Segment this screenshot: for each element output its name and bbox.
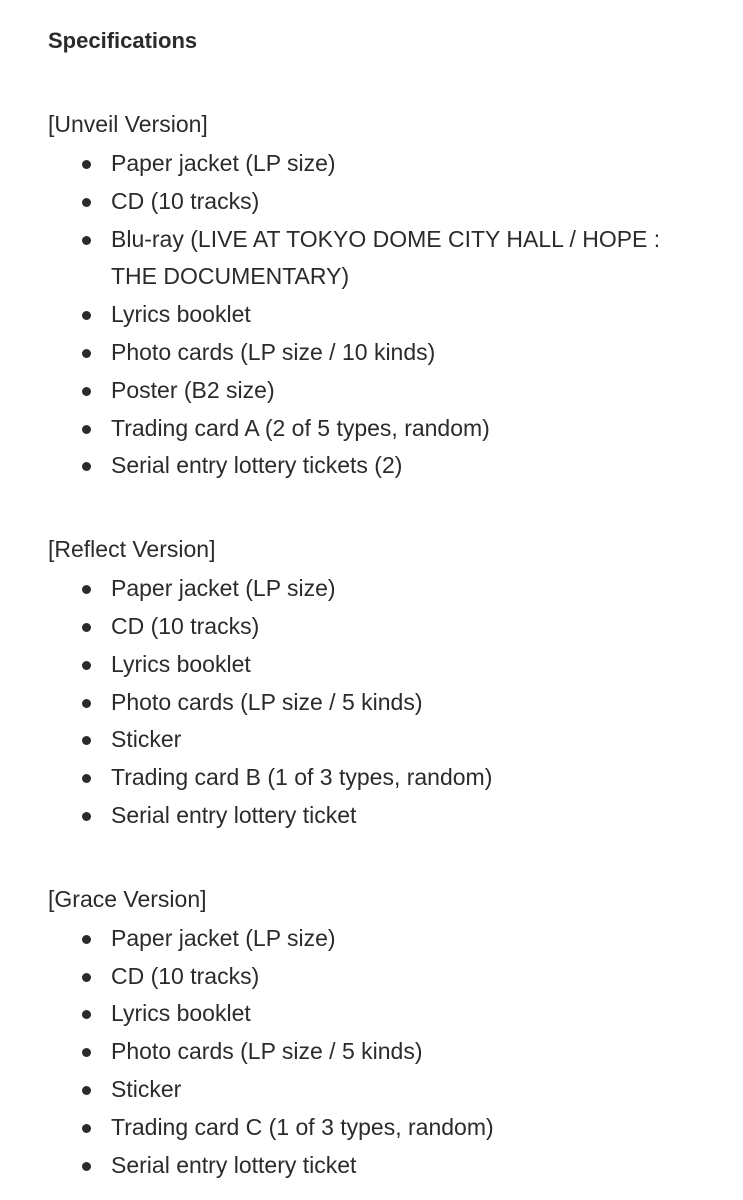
section-heading: [Reflect Version] — [48, 536, 216, 563]
list-item — [48, 759, 743, 797]
list-item-text: Serial entry lottery ticket — [111, 1151, 357, 1178]
item-list — [48, 570, 743, 835]
bullet-icon — [82, 236, 91, 245]
bullet-icon — [82, 1010, 91, 1019]
bullet-icon — [82, 311, 91, 320]
list-item-text: Blu-ray (LIVE AT TOKYO DOME CITY HALL / HOPE : THE DOCUMENTARY) — [111, 225, 661, 290]
section-heading: [Grace Version] — [48, 885, 207, 912]
bullet-icon — [82, 1048, 91, 1057]
bullet-icon — [82, 160, 91, 169]
list-item — [48, 145, 743, 183]
list-item — [48, 646, 743, 684]
list-item-text: Trading card A (2 of 5 types, random) — [111, 414, 490, 441]
list-item — [48, 721, 743, 759]
bullet-icon — [82, 812, 91, 821]
list-item-text: Photo cards (LP size / 5 kinds) — [111, 1038, 423, 1065]
bullet-icon — [82, 585, 91, 594]
bullet-icon — [82, 1124, 91, 1133]
list-item-text: CD (10 tracks) — [111, 962, 260, 989]
list-item — [48, 797, 743, 835]
list-item-text: Sticker — [111, 726, 182, 753]
bullet-icon — [82, 973, 91, 982]
list-item — [48, 920, 743, 958]
list-item — [48, 1071, 743, 1109]
list-item-text: CD (10 tracks) — [111, 187, 260, 214]
list-item — [48, 1033, 743, 1071]
list-item — [48, 410, 743, 448]
bullet-icon — [82, 736, 91, 745]
list-item-text: Paper jacket (LP size) — [111, 924, 336, 951]
list-item — [48, 608, 743, 646]
list-item-text: Trading card C (1 of 3 types, random) — [111, 1113, 494, 1140]
list-item — [48, 447, 743, 485]
list-item-text: CD (10 tracks) — [111, 612, 260, 639]
list-item — [48, 1109, 743, 1147]
bullet-icon — [82, 699, 91, 708]
list-item — [48, 995, 743, 1033]
list-item-text: Photo cards (LP size / 10 kinds) — [111, 338, 436, 365]
list-item-text: Lyrics booklet — [111, 301, 251, 328]
list-item — [48, 570, 743, 608]
list-item-text: Photo cards (LP size / 5 kinds) — [111, 688, 423, 715]
list-item — [48, 221, 743, 297]
page-title: Specifications — [48, 28, 198, 53]
list-item — [48, 958, 743, 996]
bullet-icon — [82, 774, 91, 783]
bullet-icon — [82, 1162, 91, 1171]
bullet-icon — [82, 1086, 91, 1095]
list-item — [48, 183, 743, 221]
section-reflect-version — [48, 534, 743, 835]
list-item — [48, 684, 743, 722]
bullet-icon — [82, 462, 91, 471]
bullet-icon — [82, 198, 91, 207]
list-item-text: Serial entry lottery tickets (2) — [111, 452, 403, 479]
bullet-icon — [82, 935, 91, 944]
list-item — [48, 334, 743, 372]
list-item-text: Serial entry lottery ticket — [111, 801, 357, 828]
bullet-icon — [82, 425, 91, 434]
list-item — [48, 1147, 743, 1185]
bullet-icon — [82, 623, 91, 632]
section-unveil-version — [48, 109, 743, 485]
bullet-icon — [82, 661, 91, 670]
list-item — [48, 372, 743, 410]
bullet-icon — [82, 387, 91, 396]
list-item — [48, 296, 743, 334]
list-item-text: Paper jacket (LP size) — [111, 150, 336, 176]
section-grace-version — [48, 884, 743, 1185]
list-item-text: Lyrics booklet — [111, 650, 251, 677]
list-item-text: Trading card B (1 of 3 types, random) — [111, 764, 493, 791]
list-item-text: Paper jacket (LP size) — [111, 575, 336, 602]
list-item-text: Sticker — [111, 1075, 182, 1102]
item-list — [48, 920, 743, 1185]
list-item-text: Poster (B2 size) — [111, 376, 275, 403]
bullet-icon — [82, 349, 91, 358]
section-heading: [Unveil Version] — [48, 111, 208, 137]
item-list — [48, 145, 743, 485]
list-item-text: Lyrics booklet — [111, 1000, 251, 1027]
